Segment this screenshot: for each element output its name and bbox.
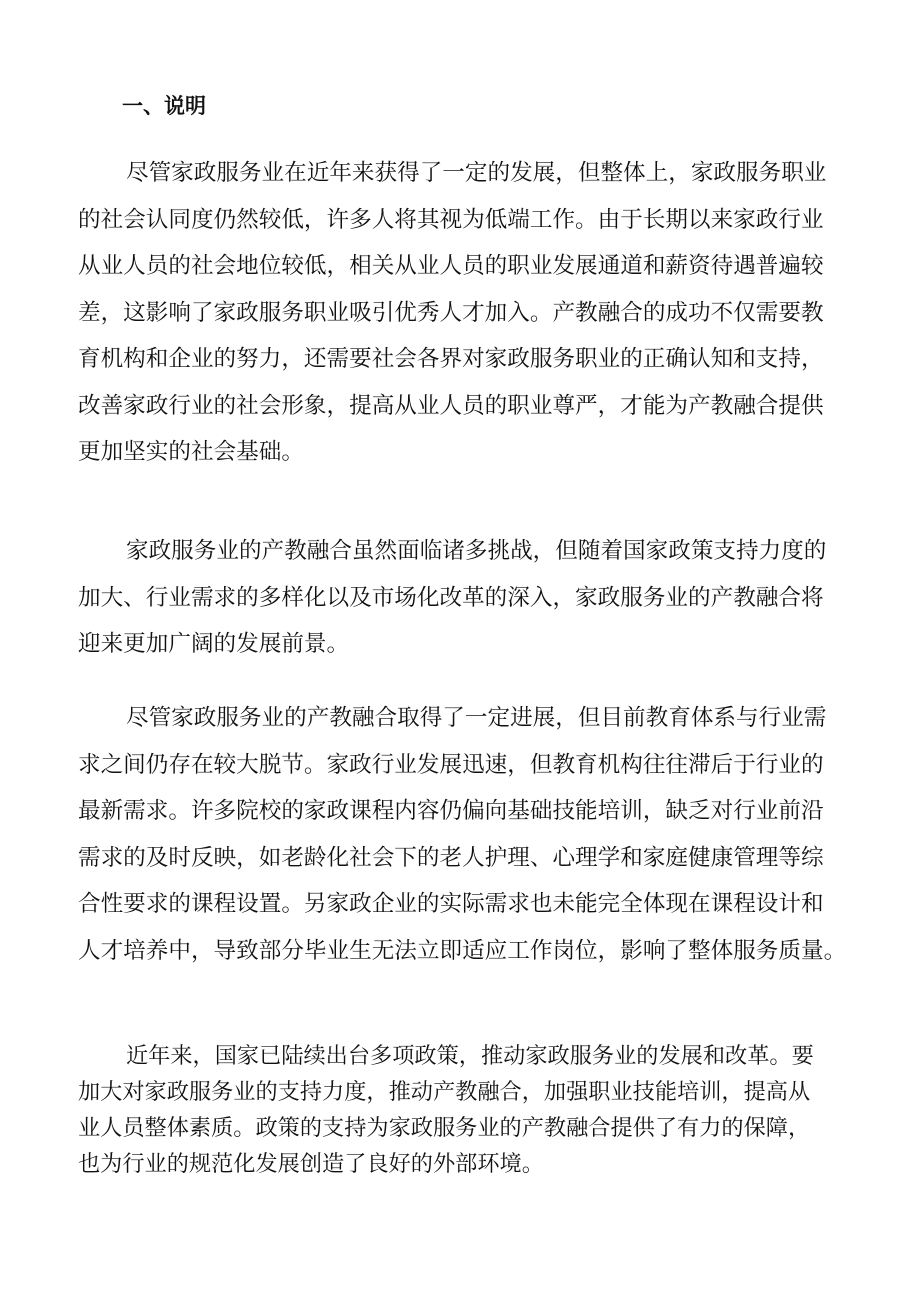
paragraph-line: 的社会认同度仍然较低，许多人将其视为低端工作。由于长期以来家政行业	[78, 206, 824, 233]
paragraph-1	[78, 150, 850, 476]
paragraph-line: 也为行业的规范化发展创造了良好的外部环境。	[78, 1151, 544, 1177]
paragraph-line: 加大、行业需求的多样化以及市场化改革的深入，家政服务业的产教融合将	[78, 584, 824, 611]
paragraph-line: 差，这影响了家政服务职业吸引优秀人才加入。产教融合的成功不仅需要教	[78, 299, 824, 326]
paragraph-2	[78, 528, 850, 668]
paragraph-line: 改善家政行业的社会形象，提高从业人员的职业尊严，才能为产教融合提供	[78, 392, 824, 419]
section-heading: 一、说明	[122, 93, 206, 118]
paragraph-line: 人才培养中，导致部分毕业生无法立即适应工作岗位，影响了整体服务质量。	[78, 937, 847, 964]
paragraph-line: 最新需求。许多院校的家政课程内容仍偏向基础技能培训，缺乏对行业前沿	[78, 798, 824, 824]
paragraph-line: 需求的及时反映，如老龄化社会下的老人护理、心理学和家庭健康管理等综	[78, 844, 824, 871]
paragraph-line: 尽管家政服务业的产教融合取得了一定进展，但目前教育体系与行业需	[126, 705, 827, 731]
paragraph-line: 业人员整体素质。政策的支持为家政服务业的产教融合提供了有力的保障，	[78, 1115, 811, 1141]
paragraph-line: 近年来，国家已陆续出台多项政策，推动家政服务业的发展和改革。要	[126, 1043, 814, 1069]
paragraph-line: 更加坚实的社会基础。	[78, 439, 304, 465]
paragraph-3	[78, 695, 850, 974]
paragraph-line: 求之间仍存在较大脱节。家政行业发展迅速，但教育机构往往滞后于行业的	[78, 751, 824, 778]
paragraph-line: 尽管家政服务业在近年来获得了一定的发展，但整体上，家政服务职业	[126, 160, 827, 186]
paragraph-line: 家政服务业的产教融合虽然面临诸多挑战，但随着国家政策支持力度的	[126, 538, 827, 564]
paragraph-line: 合性要求的课程设置。另家政企业的实际需求也未能完全体现在课程设计和	[78, 891, 824, 917]
paragraph-line: 育机构和企业的努力，还需要社会各界对家政服务职业的正确认知和支持，	[78, 346, 824, 372]
paragraph-4	[78, 1038, 850, 1182]
paragraph-line: 从业人员的社会地位较低，相关从业人员的职业发展通道和薪资待遇普遍较	[78, 253, 824, 279]
paragraph-line: 加大对家政服务业的支持力度，推动产教融合，加强职业技能培训，提高从	[78, 1079, 811, 1105]
paragraph-line: 迎来更加广阔的发展前景。	[78, 631, 350, 657]
